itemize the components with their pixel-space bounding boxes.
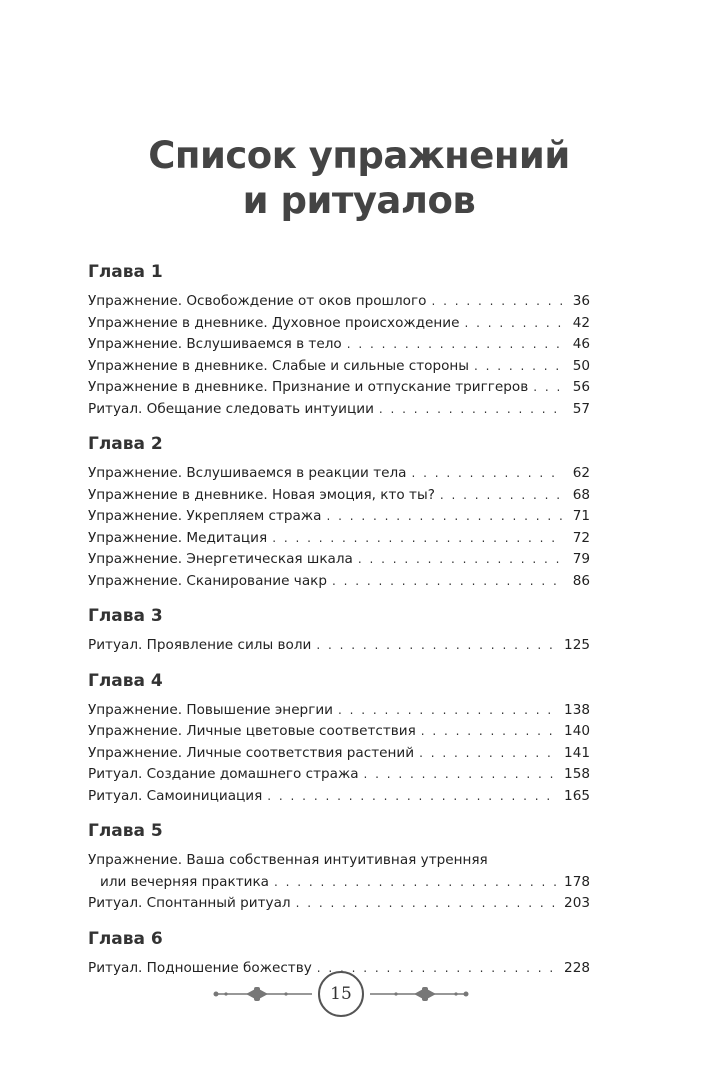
toc-entry — [88, 377, 590, 399]
entry-label: Упражнение. Сканирование чакр — [88, 572, 328, 589]
toc-entry — [88, 893, 590, 915]
chapter-heading: Глава 5 — [88, 821, 163, 841]
entry-label: Упражнение. Энергетическая шкала — [88, 551, 353, 567]
toc-entry — [88, 356, 590, 378]
entry-page-number: 42 — [572, 314, 590, 331]
entry-label: Ритуал. Подношение божеству — [88, 959, 312, 976]
page-title — [0, 133, 718, 223]
dot-leader — [431, 291, 563, 313]
entry-page-number: 46 — [572, 336, 590, 352]
page-title-line2: и ритуалов — [242, 179, 476, 222]
toc-entry — [88, 721, 590, 743]
chapter-heading: Глава 2 — [88, 434, 163, 454]
entry-label-continued: или вечерняя практика — [100, 873, 269, 890]
toc-entry — [88, 743, 590, 765]
entry-page-number: 203 — [564, 895, 590, 911]
entry-label: Упражнение. Личные цветовые соответствия — [88, 723, 416, 739]
entry-page-number: 158 — [564, 766, 590, 782]
entry-page-number: 141 — [564, 744, 590, 761]
toc-entry — [88, 291, 590, 313]
entry-label: Упражнение. Медитация — [88, 529, 268, 546]
page-number: 15 — [318, 971, 364, 1017]
dot-leader — [326, 506, 563, 528]
entry-label: Ритуал. Проявление силы воли — [88, 637, 312, 653]
dot-leader — [533, 377, 563, 399]
toc-entry — [88, 700, 590, 722]
entry-label: Ритуал. Создание домашнего стража — [88, 766, 359, 782]
toc-entry — [88, 463, 590, 485]
toc-entry — [88, 334, 590, 356]
dot-leader — [440, 485, 563, 507]
dot-leader — [267, 786, 559, 808]
entry-label: Упражнение. Укрепляем стража — [88, 508, 322, 524]
entry-label: Ритуал. Обещание следовать интуиции — [88, 400, 374, 417]
entry-page-number: 165 — [564, 787, 590, 804]
entry-label: Упражнение. Освобождение от оков прошлого — [88, 293, 427, 309]
chapter-section — [88, 605, 590, 657]
page-footer — [0, 965, 718, 1021]
entry-page-number: 62 — [572, 465, 590, 481]
dot-leader — [419, 743, 559, 765]
page-title-line1: Список упражнений — [148, 134, 570, 177]
table-of-contents — [88, 261, 590, 992]
entry-label: Упражнение. Ваша собственная интуитивная утренняя — [88, 852, 488, 868]
entry-page-number: 228 — [564, 959, 590, 976]
dot-leader — [338, 700, 559, 722]
entry-page-number: 50 — [572, 357, 590, 374]
dot-leader — [364, 764, 560, 786]
entry-label: Упражнение в дневнике. Слабые и сильные стороны — [88, 357, 470, 374]
toc-entry — [88, 850, 590, 872]
toc-entry — [88, 764, 590, 786]
dot-leader — [465, 313, 564, 335]
entry-page-number: 125 — [564, 637, 590, 653]
entry-page-number: 71 — [572, 508, 590, 524]
dot-leader — [474, 356, 563, 378]
toc-entry — [88, 313, 590, 335]
entry-page-number: 86 — [572, 572, 590, 589]
entry-page-number: 36 — [572, 293, 590, 309]
entry-label: Упражнение. Вслушиваемся в тело — [88, 336, 342, 352]
entry-label: Упражнение. Повышение энергии — [88, 701, 333, 718]
chapter-section — [88, 670, 590, 808]
dot-leader — [274, 872, 559, 894]
dot-leader — [316, 635, 559, 657]
entry-page-number: 72 — [572, 529, 590, 546]
entry-label: Упражнение. Личные соответствия растений — [88, 744, 415, 761]
toc-entry — [88, 786, 590, 808]
chapter-heading: Глава 6 — [88, 928, 163, 949]
dot-leader — [358, 549, 563, 571]
entry-page-number: 79 — [572, 551, 590, 567]
toc-entry — [88, 485, 590, 507]
entry-page-number: 68 — [572, 486, 590, 503]
entry-label: Упражнение. Вслушиваемся в реакции тела — [88, 465, 407, 481]
entry-label: Ритуал. Спонтанный ритуал — [88, 895, 291, 911]
entry-label: Ритуал. Самоинициация — [88, 787, 263, 804]
entry-label: Упражнение в дневнике. Духовное происхождение — [88, 314, 460, 331]
dot-leader — [412, 463, 563, 485]
dot-leader — [272, 528, 563, 550]
entry-page-number: 138 — [564, 701, 590, 718]
toc-entry — [88, 635, 590, 657]
chapter-section — [88, 820, 590, 915]
entry-page-number: 140 — [564, 723, 590, 739]
toc-entry — [88, 571, 590, 593]
entry-page-number: 57 — [572, 400, 590, 417]
chapter-heading: Глава 4 — [88, 670, 163, 691]
toc-entry-continuation — [88, 872, 590, 894]
dot-leader — [296, 893, 559, 915]
chapter-section — [88, 433, 590, 592]
toc-entry — [88, 506, 590, 528]
entry-page-number: 178 — [564, 873, 590, 890]
chapter-heading: Глава 3 — [88, 606, 163, 626]
toc-entry — [88, 549, 590, 571]
dot-leader — [379, 399, 563, 421]
entry-label: Упражнение в дневнике. Признание и отпускание триггеров — [88, 379, 529, 395]
chapter-heading: Глава 1 — [88, 262, 163, 282]
entry-label: Упражнение в дневнике. Новая эмоция, кто ты? — [88, 486, 435, 503]
dot-leader — [347, 334, 563, 356]
toc-entry — [88, 399, 590, 421]
entry-page-number: 56 — [572, 379, 590, 395]
toc-entry — [88, 528, 590, 550]
dot-leader — [421, 721, 559, 743]
chapter-section — [88, 261, 590, 420]
dot-leader — [332, 571, 563, 593]
